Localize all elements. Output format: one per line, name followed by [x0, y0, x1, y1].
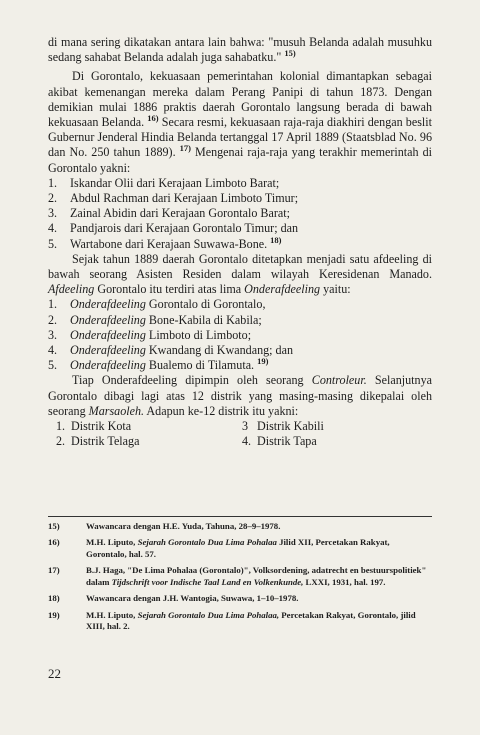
footnote: 19) M.H. Liputo, Sejarah Gorontalo Dua Lima Pohalaa, Percetakan Rakyat, Gorontalo, jilid XIII, hal. 2. — [48, 609, 416, 631]
list-item: 1. Distrik Kota — [56, 419, 132, 434]
list-item: 1. Iskandar Olii dari Kerajaan Limboto Barat; — [48, 175, 280, 190]
list-item: 2. Abdul Rachman dari Kerajaan Limboto Timur; — [48, 191, 299, 206]
footnotes — [48, 521, 432, 637]
footnote: 16) M.H. Liputo, Sejarah Gorontalo Dua Lima Pohalaa Jilid XII, Percetakan Rakyat, Gorontalo, hal. 57. — [48, 537, 390, 559]
paragraph-distrik: Tiap Onderafdeeling dipimpin oleh seorang Controleur. Selanjutnya Gorontalo dibagi lagi atas 12 distrik yang masing-masing dikepalai oleh seorang Marsaoleh. Adapun ke-12 distrik itu yakni: — [48, 373, 432, 418]
body-text — [48, 35, 432, 449]
list-item: 4. Distrik Tapa — [242, 434, 317, 449]
paragraph-afdeeling: Sejak tahun 1889 daerah Gorontalo ditetapkan menjadi satu afdeeling di bawah seorang Asisten Residen dalam wilayah Keresidenan Manado. Afdeeling Gorontalo itu terdiri atas lima Onderafdeeling yaitu: — [48, 251, 432, 297]
list-item: 1. Onderafdeeling Gorontalo di Gorontalo, — [48, 297, 266, 312]
footnote: 18) Wawancara dengan J.H. Wantogia, Suwawa, 1–10–1978. — [48, 593, 299, 604]
list-kings — [48, 176, 432, 252]
list-item: 3. Zainal Abidin dari Kerajaan Gorontalo Barat; — [48, 206, 290, 221]
list-item: 5. Onderafdeeling Bualemo di Tilamuta. $^{19)}$ — [48, 356, 269, 373]
list-item: 2. Onderafdeeling Bone-Kabila di Kabila; — [48, 312, 262, 327]
list-item: 3. Onderafdeeling Limboto di Limboto; — [48, 327, 252, 342]
list-item: 4. Onderafdeeling Kwandang di Kwandang; dan — [48, 343, 294, 358]
footnote-divider — [48, 516, 432, 517]
page-number: 22 — [48, 666, 61, 681]
list-item: 3 Distrik Kabili — [242, 419, 324, 434]
list-item: 5. Wartabone dari Kerajaan Suwawa-Bone. $^{18)}$ — [48, 234, 282, 251]
paragraph-quote: di mana sering dikatakan antara lain bahwa: "musuh Belanda adalah musuhku sedang sahabat Belanda adalah juga sahabatku." $^{15)}$ — [48, 35, 432, 65]
district-list — [56, 419, 432, 449]
footnote: 15) Wawancara dengan H.E. Yuda, Tahuna, 28–9–1978. — [48, 521, 281, 531]
list-item: 2. Distrik Telaga — [56, 434, 140, 449]
footnote: 17) B.J. Haga, "De Lima Pohalaa (Gorontalo)", Volksordening, adatrecht en bestuurspolitiek" dalam Tijdschrift voor Indische Taal Land en Volkenkunde, LXXI, 1931, hal. 197. — [48, 565, 427, 587]
list-onderafdeeling — [48, 297, 432, 373]
list-item: 4. Pandjarois dari Kerajaan Gorontalo Timur; dan — [48, 221, 299, 236]
paragraph-gorontalo: Di Gorontalo, kekuasaan pemerintahan kolonial dimantapkan sebagai akibat kemenangan mereka dalam Perang Panipi di tahun 1873. Dengan demikian mulai 1886 praktis daerah Gorontalo langsung berada di bawah kekuasaan Belanda. $^{16)}$ Secara resmi, kekuasaan raja-raja diakhiri dengan beslit Gubernur Jenderal Hindia Belanda tertanggal 17 April 1889 (Staatsblad No. 96 dan No. 250 tahun 1889). $^{17)}$ Mengenai raja-raja yang terakhir memerintah di Gorontalo yakni: — [48, 69, 432, 175]
